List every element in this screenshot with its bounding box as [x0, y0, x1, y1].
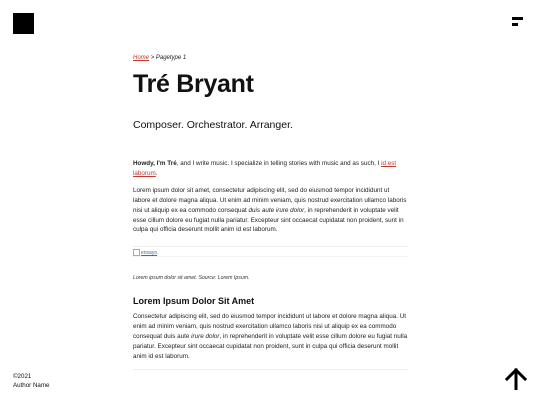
intro-text: , and I write music. I specialize in telling stories with music and as such, I — [176, 160, 382, 167]
breadcrumb-current: Pagetype 1 — [155, 55, 187, 61]
breadcrumb — [133, 53, 408, 63]
body1-text-a: Lorem ipsum dolor sit amet, consectetur adipiscing elit, sed do eiusmod tempor incididunt ut labore et dolore magna aliqua. Ut enim ad minim veniam, quis nostrud exercitation ullamco laboris nisi ut aliquip ex ea commodo consequat — [133, 186, 407, 214]
figure-caption: Lorem ipsum dolor sit amet. Source: Lorem Ipsum. — [133, 275, 250, 282]
footer-author: Author Name — [13, 382, 50, 389]
figure-top-rule — [133, 246, 408, 247]
breadcrumb-separator: > — [150, 55, 155, 61]
page-subtitle: Composer. Orchestrator. Arranger. — [133, 119, 293, 131]
broken-image-icon — [133, 249, 140, 256]
body2-text-b: , in reprehenderit in voluptate velit esse cillum dolore eu fugiat nulla pariatur. Excepteur sint occaecat cupidatat non proident, sunt in culpa qui officia deserunt mollit anim id est laborum. — [133, 333, 408, 360]
intro-greeting: Howdy, I'm Tré — [133, 160, 177, 167]
main-content — [133, 53, 408, 370]
section-heading: Lorem Ipsum Dolor Sit Amet — [133, 296, 255, 307]
broken-image — [133, 249, 157, 256]
body1-italic: duis aute irure dolor — [248, 206, 305, 214]
footer-copyright: ©2021 — [13, 373, 32, 380]
footer — [13, 372, 49, 390]
intro-link[interactable]: id est laborum — [133, 160, 397, 177]
body2-italic: irure dolor — [191, 333, 220, 341]
intro-paragraph — [133, 159, 408, 179]
menu-icon-bar-bottom — [512, 23, 518, 26]
body1-text-b: , in reprehenderit in voluptate velit esse cillum dolore eu fugiat nulla pariatur. Excepteur sint occaecat cupidatat non proident, sunt in culpa qui officia deserunt mollit anim id est laborum. — [133, 206, 404, 234]
arrow-up-icon[interactable] — [505, 368, 527, 390]
page-title: Tré Bryant — [133, 70, 254, 98]
body-paragraph-2 — [133, 312, 408, 362]
broken-image-alt: ensayo — [141, 250, 158, 257]
body2-text-a: Consectetur adipiscing elit, sed do eiusmod tempor incididunt ut labore et dolore magna aliqua. Ut enim ad minim veniam, quis nostrud exercitation ullamco laboris nisi ut aliquip ex ea commodo consequat duis aute — [133, 313, 407, 341]
breadcrumb-home-link[interactable]: Home — [133, 55, 150, 61]
menu-icon[interactable] — [512, 17, 523, 27]
intro-text-end: . — [155, 169, 158, 177]
figure-image — [133, 242, 408, 270]
body-paragraph-1 — [133, 186, 408, 236]
menu-icon-bar-top — [512, 17, 523, 20]
arrow-up-icon-svg — [505, 368, 527, 390]
figure-bottom-rule — [133, 256, 408, 257]
content-divider — [133, 369, 408, 370]
site-logo[interactable] — [13, 13, 34, 34]
